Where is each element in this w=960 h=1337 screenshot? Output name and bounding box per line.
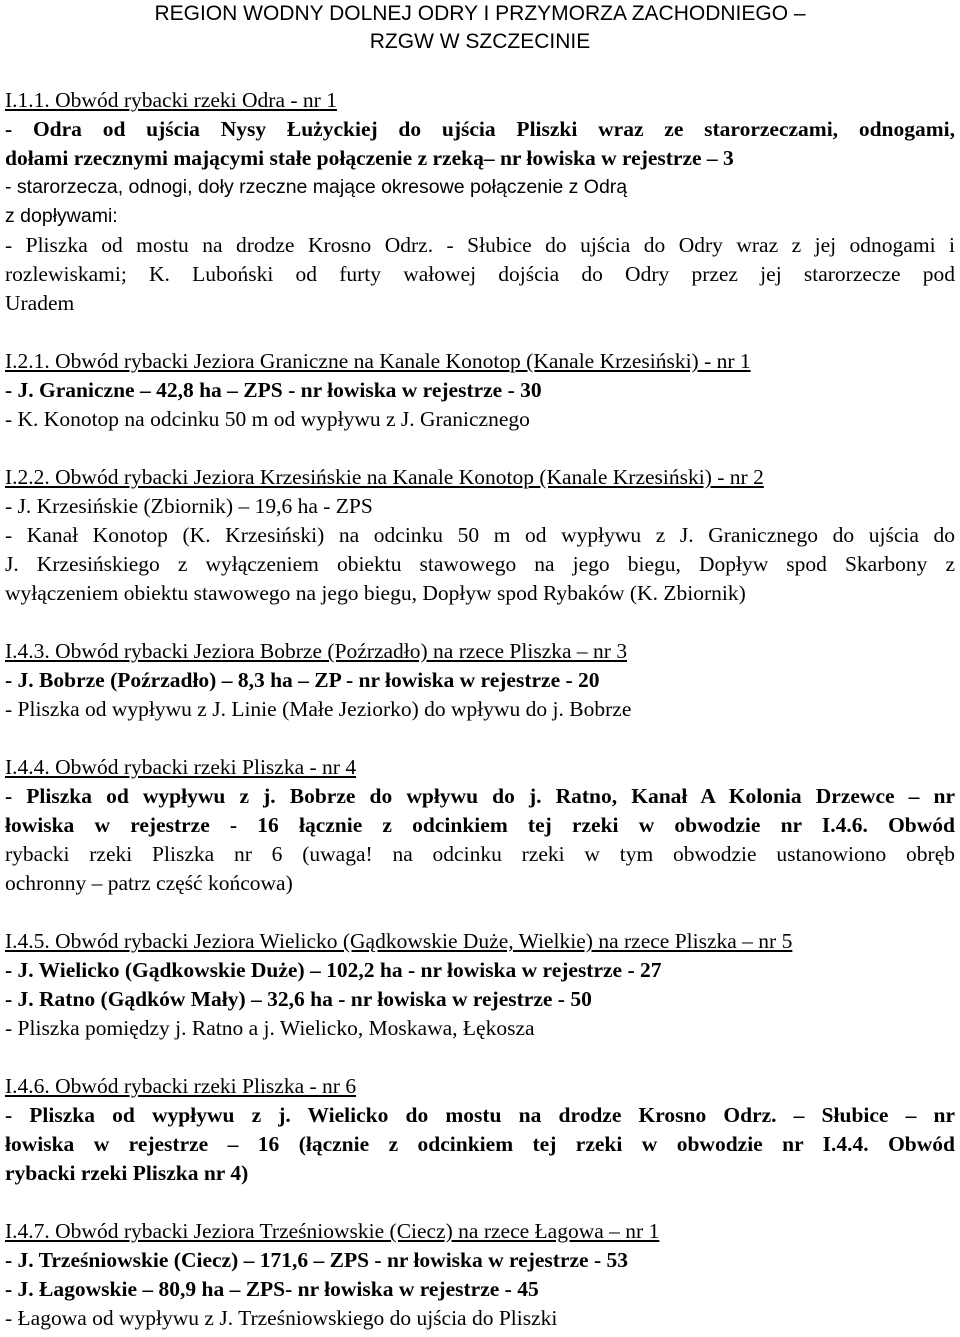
text-line: łowiska w rejestrze - 16 łącznie z odcinkiem tej rzeki w obwodzie nr I.4.6. Obwód [5,813,955,837]
text-line: - J. Graniczne – 42,8 ha – ZPS - nr łowiska w rejestrze - 30 [5,378,542,402]
text-line: - Odra od ujścia Nysy Łużyckiej do ujścia Pliszki wraz ze starorzeczami, odnogami, [5,117,955,141]
text-line: - J. Ratno (Gądków Mały) – 32,6 ha - nr łowiska w rejestrze - 50 [5,987,592,1011]
text-line: - Pliszka pomiędzy j. Ratno a j. Wielicko, Moskawa, Łękosza [5,1016,535,1040]
text-line: - K. Konotop na odcinku 50 m od wypływu z J. Granicznego [5,407,530,431]
section-heading: I.4.3. Obwód rybacki Jeziora Bobrze (Poźrzadło) na rzece Pliszka – nr 3 [5,639,628,663]
text-line: J. Krzesińskiego z wyłączeniem obiektu stawowego na jego biegu, Dopływ spod Skarbony z [5,552,955,576]
section-heading: I.4.4. Obwód rybacki rzeki Pliszka - nr 4 [5,755,357,779]
text-line: - J. Trześniowskie (Ciecz) – 171,6 – ZPS - nr łowiska w rejestrze - 53 [5,1248,628,1272]
text-line: dołami rzecznymi mającymi stałe połączenie z rzeką– nr łowiska w rejestrze – 3 [5,146,734,170]
text-line: - J. Wielicko (Gądkowskie Duże) – 102,2 ha - nr łowiska w rejestrze - 27 [5,958,662,982]
text-line: - Pliszka od wypływu z j. Bobrze do wpływu do j. Ratno, Kanał A Kolonia Drzewce – nr [5,784,955,808]
text-line: - J. Łagowskie – 80,9 ha – ZPS- nr łowiska w rejestrze - 45 [5,1277,539,1301]
text-line: - starorzecza, odnogi, doły rzeczne mające okresowe połączenie z Odrą [5,176,628,198]
text-line: wyłączeniem obiektu stawowego na jego biegu, Dopływ spod Rybaków (K. Zbiornik) [5,581,746,605]
text-line: łowiska w rejestrze – 16 (łącznie z odcinkiem tej rzeki w obwodzie nr I.4.4. Obwód [5,1132,955,1156]
section-heading: I.2.2. Obwód rybacki Jeziora Krzesińskie na Kanale Konotop (Kanale Krzesiński) - nr 2 [5,465,764,489]
text-line: - Pliszka od wypływu z j. Wielicko do mostu na drodze Krosno Odrz. – Słubice – nr [5,1103,955,1127]
header-line-1: REGION WODNY DOLNEJ ODRY I PRZYMORZA ZACHODNIEGO – [154,2,806,25]
section-heading: I.4.5. Obwód rybacki Jeziora Wielicko (Gądkowskie Duże, Wielkie) na rzece Pliszka – nr 5 [5,929,793,953]
section-heading: I.1.1. Obwód rybacki rzeki Odra - nr 1 [5,88,337,112]
section-heading: I.2.1. Obwód rybacki Jeziora Graniczne na Kanale Konotop (Kanale Krzesiński) - nr 1 [5,349,751,373]
text-line: - J. Bobrze (Poźrzadło) – 8,3 ha – ZP - nr łowiska w rejestrze - 20 [5,668,600,692]
text-line: ochronny – patrz część końcowa) [5,871,293,895]
section-heading: I.4.7. Obwód rybacki Jeziora Trześniowskie (Ciecz) na rzece Łagowa – nr 1 [5,1219,660,1243]
section-heading: I.4.6. Obwód rybacki rzeki Pliszka - nr 6 [5,1074,357,1098]
text-line: - Kanał Konotop (K. Krzesiński) na odcinku 50 m od wypływu z J. Granicznego do ujścia do [5,523,955,547]
text-line: - Łagowa od wypływu z J. Trześniowskiego do ujścia do Pliszki [5,1306,558,1330]
text-line: - J. Krzesińskie (Zbiornik) – 19,6 ha - ZPS [5,494,373,518]
header-line-2: RZGW W SZCZECINIE [369,30,591,53]
text-line: rozlewiskami; K. Luboński od furty wałowej dojścia do Odry przez jej starorzecze pod [5,262,955,286]
text-line: z dopływami: [5,205,118,227]
text-line: Uradem [5,291,75,315]
text-line: rybacki rzeki Pliszka nr 4) [5,1161,249,1185]
text-line: - Pliszka od wypływu z J. Linie (Małe Jeziorko) do wpływu do j. Bobrze [5,697,632,721]
text-line: - Pliszka od mostu na drodze Krosno Odrz. - Słubice do ujścia do Odry wraz z jej odnogami i [5,233,955,257]
document-header [0,0,960,56]
text-line: rybacki rzeki Pliszka nr 6 (uwaga! na odcinku rzeki w tym obwodzie ustanowiono obręb [5,842,955,866]
